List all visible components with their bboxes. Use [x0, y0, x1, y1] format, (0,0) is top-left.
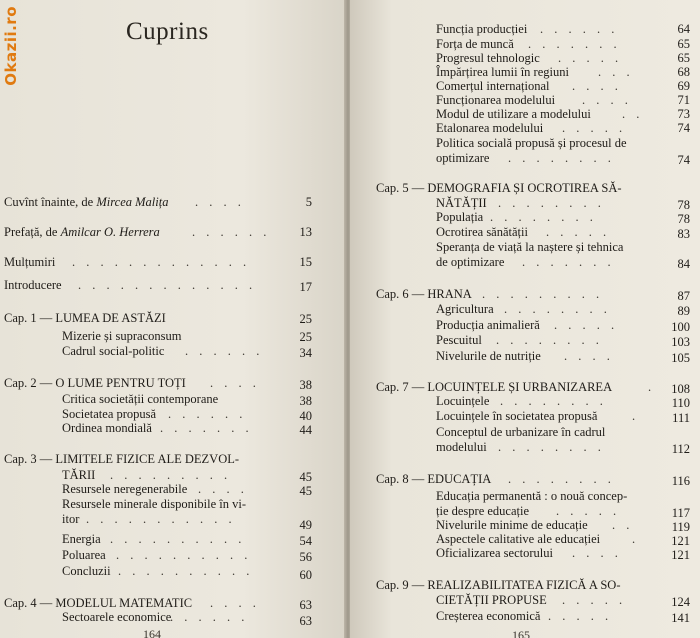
- toc-subentry[interactable]: Societatea propusă: [62, 407, 157, 421]
- dot-leader: . . . . . . . .: [496, 333, 603, 347]
- page-number: 74: [677, 121, 690, 135]
- toc-entry-preface[interactable]: Prefață, de Amilcar O. Herrera: [4, 225, 160, 239]
- right-page: [350, 0, 700, 638]
- dot-leader: . . . . . . . . .: [482, 287, 604, 301]
- dot-leader: . . . . . . . . . . . . .: [78, 278, 257, 292]
- toc-subentry[interactable]: Speranța de viață la naștere și tehnica: [436, 240, 624, 254]
- toc-entry-introduction[interactable]: Introducere: [4, 278, 62, 292]
- dot-leader: . . . . .: [554, 318, 619, 332]
- page-number: 124: [671, 595, 690, 609]
- toc-subentry[interactable]: Populația: [436, 210, 484, 224]
- left-page: [0, 0, 346, 638]
- toc-subentry[interactable]: Educația permanentă : o nouă concep-: [436, 489, 628, 503]
- dot-leader: .: [632, 532, 640, 546]
- toc-subentry[interactable]: Politica socială propusă și procesul de: [436, 136, 627, 150]
- dot-leader: .: [632, 409, 640, 423]
- page-number: 111: [672, 411, 690, 425]
- toc-subentry[interactable]: Funcționarea modelului: [436, 93, 556, 107]
- dot-leader: . . . . . . . . . .: [116, 548, 252, 562]
- page-number: 25: [299, 312, 312, 326]
- dot-leader: . . . . . . .: [160, 421, 253, 435]
- toc-subentry[interactable]: Împărțirea lumii în regiuni: [436, 65, 569, 79]
- page-number: 68: [677, 65, 690, 79]
- chapter-heading[interactable]: Cap. 6 — HRANA: [376, 287, 472, 301]
- toc-subentry[interactable]: Conceptul de urbanizare în cadrul: [436, 425, 606, 439]
- dot-leader: . . . . . . . . . .: [118, 564, 254, 578]
- dot-leader: . . . . . . . .: [504, 302, 611, 316]
- folio-number: 164: [143, 627, 161, 638]
- dot-leader: . . . .: [198, 482, 248, 496]
- page-title: Cuprins: [126, 18, 209, 45]
- dot-leader: . . . .: [582, 93, 632, 107]
- toc-subentry[interactable]: Locuințele: [436, 394, 490, 408]
- dot-leader: . . . . . .: [192, 225, 271, 239]
- toc-subentry[interactable]: Concluzii: [62, 564, 111, 578]
- toc-subentry-continued: ție despre educație: [436, 504, 530, 518]
- dot-leader: . . . . . . .: [522, 255, 615, 269]
- chapter-heading-continued: TĂRII: [62, 468, 96, 482]
- page-number: 110: [671, 396, 690, 410]
- page-number: 45: [299, 470, 312, 484]
- page-number: 54: [299, 534, 312, 548]
- page-number: 63: [299, 614, 312, 628]
- page-number: 112: [671, 442, 690, 456]
- toc-subentry[interactable]: Funcția producției: [436, 22, 528, 36]
- toc-subentry[interactable]: Resursele neregenerabile: [62, 482, 188, 496]
- page-number: 87: [677, 289, 690, 303]
- dot-leader: . . . . .: [562, 593, 627, 607]
- dot-leader: .: [648, 380, 656, 394]
- toc-subentry-continued: itor: [62, 512, 80, 526]
- page-number: 56: [299, 550, 312, 564]
- page-number: 65: [677, 51, 690, 65]
- toc-subentry[interactable]: Sectoarele economice: [62, 610, 172, 624]
- dot-leader: . . . . .: [558, 51, 623, 65]
- dot-leader: . . . . . . . .: [508, 472, 615, 486]
- chapter-heading[interactable]: Cap. 2 — O LUME PENTRU TOȚI: [4, 376, 186, 390]
- toc-subentry[interactable]: Ordinea mondială: [62, 421, 152, 435]
- dot-leader: . . . . . . .: [528, 37, 621, 51]
- dot-leader: . . . . . . . . .: [110, 468, 232, 482]
- dot-leader: . . . .: [210, 376, 260, 390]
- page-number: 45: [299, 484, 312, 498]
- toc-subentry[interactable]: Nivelurile de nutriție: [436, 349, 541, 363]
- toc-subentry[interactable]: Modul de utilizare a modelului: [436, 107, 591, 121]
- page-number: 38: [299, 394, 312, 408]
- page-number: 63: [299, 598, 312, 612]
- page-number: 78: [677, 212, 690, 226]
- chapter-heading[interactable]: Cap. 8 — EDUCAȚIA: [376, 472, 492, 486]
- toc-subentry[interactable]: Cadrul social-politic: [62, 344, 165, 358]
- page-number: 121: [671, 548, 690, 562]
- folio-number: 165: [512, 628, 530, 638]
- chapter-heading[interactable]: Cap. 1 — LUMEA DE ASTĂZI: [4, 311, 166, 325]
- page-number: 121: [671, 534, 690, 548]
- page-number: 13: [299, 225, 312, 239]
- toc-subentry[interactable]: Ocrotirea sănătății: [436, 225, 528, 239]
- dot-leader: . .: [612, 518, 634, 532]
- toc-subentry[interactable]: Pescuitul: [436, 333, 482, 347]
- page-number: 108: [671, 382, 690, 396]
- toc-subentry[interactable]: Agricultura: [436, 302, 494, 316]
- page-number: 69: [677, 79, 690, 93]
- chapter-heading[interactable]: Cap. 7 — LOCUINȚELE ȘI URBANIZAREA: [376, 380, 613, 394]
- dot-leader: . . . . .: [562, 121, 627, 135]
- dot-leader: . . . .: [572, 79, 622, 93]
- page-number: 141: [671, 611, 690, 625]
- page-number: 34: [299, 346, 312, 360]
- toc-subentry-continued: de optimizare: [436, 255, 505, 269]
- dot-leader: . . . . . .: [170, 610, 249, 624]
- page-number: 83: [677, 227, 690, 241]
- toc-subentry[interactable]: Creșterea economică: [436, 609, 541, 623]
- dot-leader: . . . . . . . .: [498, 196, 605, 210]
- page-number: 17: [299, 280, 312, 294]
- chapter-heading[interactable]: Cap. 4 — MODELUL MATEMATIC: [4, 596, 193, 610]
- page-number: 5: [305, 195, 312, 209]
- dot-leader: . . . . . . . .: [508, 151, 615, 165]
- dot-leader: . . . . . .: [168, 407, 247, 421]
- page-number: 49: [299, 518, 312, 532]
- page-number: 40: [299, 409, 312, 423]
- page-number: 84: [677, 257, 690, 271]
- dot-leader: . . . . . . . . . . . . .: [72, 255, 251, 269]
- chapter-heading[interactable]: Cap. 3 — LIMITELE FIZICE ALE DEZVOL-: [4, 452, 240, 466]
- toc-subentry[interactable]: Resursele minerale disponibile în vi-: [62, 497, 246, 511]
- page-number: 38: [299, 378, 312, 392]
- page-number: 78: [677, 198, 690, 212]
- dot-leader: . . . .: [572, 546, 622, 560]
- page-number: 64: [677, 22, 690, 36]
- toc-subentry[interactable]: Nivelurile minime de educație: [436, 518, 588, 532]
- page-number: 103: [671, 335, 690, 349]
- toc-subentry[interactable]: Oficializarea sectorului: [436, 546, 553, 560]
- page-number: 44: [299, 423, 312, 437]
- dot-leader: . . . . .: [546, 225, 611, 239]
- toc-subentry[interactable]: Mizerie și supraconsum: [62, 329, 182, 343]
- dot-leader: . . . . .: [548, 609, 613, 623]
- page-number: 25: [299, 330, 312, 344]
- dot-leader: . . . .: [210, 596, 260, 610]
- toc-subentry-continued: modelului: [436, 440, 487, 454]
- chapter-heading-continued: CIETĂȚII PROPUSE: [436, 593, 547, 607]
- dot-leader: . . . . . . . . . . .: [86, 512, 236, 526]
- toc-subentry[interactable]: Energia: [62, 532, 101, 546]
- dot-leader: . .: [622, 107, 644, 121]
- dot-leader: . . . .: [564, 349, 614, 363]
- dot-leader: . . .: [598, 65, 634, 79]
- chapter-heading[interactable]: Cap. 5 — DEMOGRAFIA ȘI OCROTIREA SĂ-: [376, 181, 622, 195]
- page-number: 119: [671, 520, 690, 534]
- dot-leader: . . . . . . . . . .: [110, 532, 246, 546]
- toc-entry-foreword[interactable]: Cuvînt înainte, de Mircea Malița: [4, 195, 169, 209]
- dot-leader: . . . .: [195, 195, 245, 209]
- dot-leader: . . . . . . . .: [500, 394, 607, 408]
- dot-leader: . . . . . .: [540, 22, 619, 36]
- page-number: 105: [671, 351, 690, 365]
- dot-leader: . . . . . . . .: [490, 210, 597, 224]
- toc-subentry[interactable]: Forța de muncă: [436, 37, 514, 51]
- toc-subentry-continued: optimizare: [436, 151, 490, 165]
- toc-subentry[interactable]: Aspectele calitative ale educației: [436, 532, 601, 546]
- watermark-logo: Okazii.ro: [2, 6, 20, 86]
- page-number: 60: [299, 568, 312, 582]
- page-number: 65: [677, 37, 690, 51]
- dot-leader: . . . . . . . .: [498, 440, 605, 454]
- dot-leader: . . . . .: [556, 504, 621, 518]
- page-number: 74: [677, 153, 690, 167]
- toc-subentry[interactable]: Producția animalieră: [436, 318, 540, 332]
- page-number: 15: [299, 255, 312, 269]
- toc-subentry[interactable]: Comerțul internațional: [436, 79, 550, 93]
- toc-subentry[interactable]: Critica societății contemporane: [62, 392, 219, 406]
- chapter-heading[interactable]: Cap. 9 — REALIZABILITATEA FIZICĂ A SO-: [376, 578, 621, 592]
- toc-subentry[interactable]: Etalonarea modelului: [436, 121, 544, 135]
- toc-subentry[interactable]: Locuințele în societatea propusă: [436, 409, 598, 423]
- page-number: 71: [677, 93, 690, 107]
- page-number: 73: [677, 107, 690, 121]
- toc-subentry[interactable]: Progresul tehnologic: [436, 51, 540, 65]
- page-number: 116: [671, 474, 690, 488]
- page-number: 100: [671, 320, 690, 334]
- dot-leader: . . . . . .: [185, 344, 264, 358]
- page-number: 89: [677, 304, 690, 318]
- toc-subentry[interactable]: Poluarea: [62, 548, 106, 562]
- page-number: 117: [671, 506, 690, 520]
- chapter-heading-continued: NĂTĂȚII: [436, 196, 487, 210]
- toc-entry-acknowledgements[interactable]: Mulțumiri: [4, 255, 56, 269]
